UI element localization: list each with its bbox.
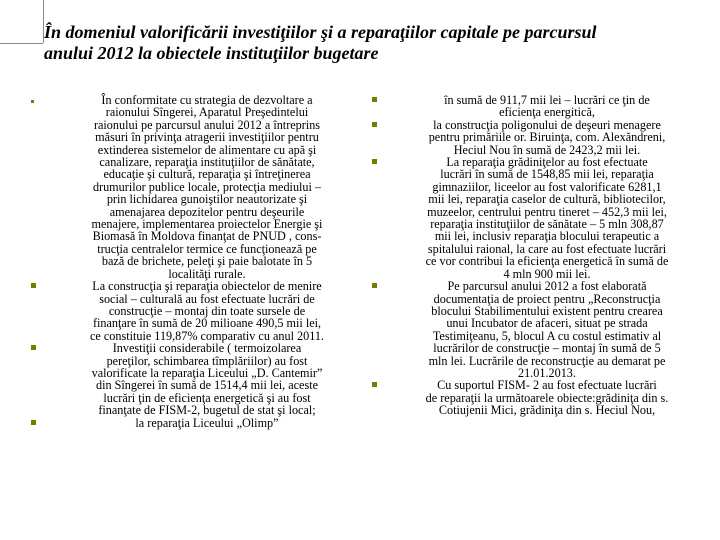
text-line: drumurilor publice locale, protecţia mediului – xyxy=(92,179,322,194)
bullet-item xyxy=(371,94,691,119)
text-line: Biomasă în Moldova finanţat de PNUD , cons- xyxy=(92,229,322,244)
text-line: valorificate la reparaţia Liceului „D. Cantemir” xyxy=(91,365,323,380)
text-line: documentaţia de proiect pentru „Reconstrucţia xyxy=(433,291,661,306)
text-line: mii lei, inclusiv reparaţia blocului terapeutic a xyxy=(434,229,660,244)
text-line: lucrări în sumă de 1548,85 mii lei, reparaţia xyxy=(440,167,654,182)
text-line: lucrărilor de construcţie – montaj în sumă de 5 xyxy=(433,341,661,356)
text-line: Cotiujenii Mici, grădiniţa din s. Heciul Nou, xyxy=(438,403,656,418)
text-line: la reparaţia Liceului „Olimp” xyxy=(135,415,279,430)
text-line: educaţie şi cultură, reparaţia şi întreţinerea xyxy=(103,167,311,182)
bullet-item xyxy=(30,94,352,280)
bullet-item xyxy=(30,417,352,429)
bullet-square-icon xyxy=(31,100,34,103)
text-line: raionului Sîngerei, Aparatul Preşedintelui xyxy=(105,105,309,120)
title-line-1: În domeniul valorificării investiţiilor şi a reparaţiilor capitale pe parcursul xyxy=(44,22,597,42)
bullet-square-icon xyxy=(31,345,36,350)
text-line: prin lichidarea gunoiştilor neautorizate şi xyxy=(106,192,308,207)
text-line: 21.01.2013. xyxy=(518,365,576,380)
text-line: ce vor contribui la eficienţa energetică în sumă de xyxy=(425,254,669,269)
bullet-item xyxy=(371,156,691,280)
text-line: Testimiţeanu, 5, blocul A cu costul estimativ al xyxy=(432,328,662,343)
text-line: Investiţii considerabile ( termoizolarea xyxy=(112,341,302,356)
text-line: muzeelor, centrului pentru tineret – 452,3 mii lei, xyxy=(427,204,667,219)
text-line: mii lei, reparaţia caselor de cultură, bibliotecilor, xyxy=(428,192,666,207)
text-line: ce constituie 119,87% comparativ cu anul 2011. xyxy=(90,328,324,343)
text-line: pereţilor, schimbarea tîmplăriilor) au fost xyxy=(106,353,308,368)
bullet-item xyxy=(30,342,352,416)
title-line-2: anului 2012 la obiectele instituţiilor bugetare xyxy=(44,43,379,63)
text-line: la construcţia poligonului de deşeuri menagere xyxy=(433,117,661,132)
text-line: construcţie – montaj din toate sursele de xyxy=(108,303,306,318)
text-line: eficienţa energitică, xyxy=(499,105,595,120)
text-line: bază de brichete, peleţi şi paie balotate în 5 xyxy=(101,254,313,269)
bullet-square-icon xyxy=(372,122,377,127)
text-line: Cu suportul FISM- 2 au fost efectuate lucrări xyxy=(437,378,657,393)
text-line: În conformitate cu strategia de dezvoltare a xyxy=(101,93,313,107)
text-line: de reparaţii la următoarele obiecte:grădiniţa din s. xyxy=(425,390,669,405)
text-line: finanţare în sumă de 20 milioane 490,5 mii lei, xyxy=(92,316,322,331)
text-line: pentru primăriile or. Biruinţa, com. Alexăndreni, xyxy=(428,130,666,145)
text-line: unui Incubator de afaceri, situat pe strada xyxy=(446,316,648,331)
text-line: blocului Stabilimentului existent pentru crearea xyxy=(431,303,663,318)
bullet-item xyxy=(371,379,691,416)
text-line: reparaţia instituţiilor de sănătate – 5 mln 308,87 xyxy=(430,217,664,232)
text-line: măsuri în privinţa atragerii investiţiilor pentru xyxy=(95,130,319,145)
bullet-square-icon xyxy=(31,283,36,288)
text-line: trucţia centralelor termice ce funcţionează pe xyxy=(97,241,317,256)
right-column xyxy=(371,94,691,417)
text-line: mln lei. Lucrările de reconstrucţie au demarat pe xyxy=(428,353,666,368)
text-line: La reparaţia grădiniţelor au fost efectuate xyxy=(446,155,648,170)
text-line: localităţi rurale. xyxy=(168,266,246,281)
bullet-item xyxy=(30,280,352,342)
text-line: La construcţia şi reparaţia obiectelor de menire xyxy=(92,279,322,294)
page-title xyxy=(44,22,684,64)
text-line: social – culturală au fost efectuate lucrări de xyxy=(99,291,315,306)
text-line: 4 mln 900 mii lei. xyxy=(503,266,591,281)
text-line: finanţate de FISM-2, bugetul de stat şi local; xyxy=(98,403,316,418)
text-line: gimnaziilor, liceelor au fost valorificate 6281,1 xyxy=(432,179,662,194)
bullet-item xyxy=(371,119,691,156)
text-line: în sumă de 911,7 mii lei – lucrări ce ţin de xyxy=(444,93,650,107)
text-line: amenajarea depozitelor pentru deşeurile xyxy=(109,204,305,219)
text-line: din Sîngerei în sumă de 1514,4 mii lei, aceste xyxy=(95,378,319,393)
bullet-item xyxy=(371,280,691,379)
text-line: Pe parcursul anului 2012 a fost elaborată xyxy=(447,279,647,294)
corner-rule-horizontal xyxy=(0,43,43,44)
text-line: canalizare, reparaţia instituţiilor de sănătate, xyxy=(99,155,315,170)
text-line: raionului pe parcursul anului 2012 a întreprins xyxy=(93,117,321,132)
left-column xyxy=(30,94,352,429)
bullet-square-icon xyxy=(372,382,377,387)
text-line: lucrări ţin de eficienţa energetică şi au fost xyxy=(103,390,311,405)
bullet-square-icon xyxy=(372,97,377,102)
bullet-square-icon xyxy=(372,159,377,164)
text-line: Heciul Nou în sumă de 2423,2 mii lei. xyxy=(453,142,641,157)
bullet-square-icon xyxy=(372,283,377,288)
text-line: extinderea sistemelor de alimentare cu apă şi xyxy=(97,142,317,157)
text-line: menajere, implementarea proiectelor Energie şi xyxy=(91,217,323,232)
bullet-square-icon xyxy=(31,420,36,425)
text-line: spitalului raional, la care au fost efectuate lucrări xyxy=(427,241,667,256)
